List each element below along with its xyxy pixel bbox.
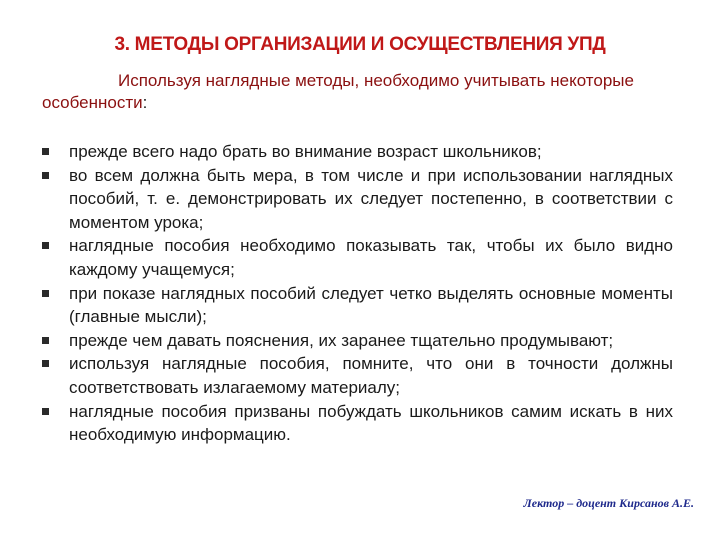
square-bullet-icon [42, 242, 49, 249]
square-bullet-icon [42, 290, 49, 297]
intro-colon: : [142, 93, 148, 112]
list-item-text: наглядные пособия необходимо показывать так, чтобы их было видно каждому учащемуся; [69, 236, 673, 279]
list-item [42, 234, 673, 281]
list-item [42, 352, 673, 399]
list-item-text: прежде всего надо брать во внимание возраст школьников; [69, 142, 542, 161]
lecturer-signature: Лектор – доцент Кирсанов А.Е. [523, 496, 694, 510]
list-item-text: при показе наглядных пособий следует четко выделять основные моменты (главные мысли); [69, 283, 673, 327]
list-item-text: во всем должна быть мера, в том числе и при использовании наглядных пособий, т. е. демонстрировать их следует постепенно, в соответствии с моментом урока; [69, 165, 673, 232]
square-bullet-icon [42, 148, 49, 155]
bullet-list [42, 140, 673, 447]
square-bullet-icon [42, 408, 49, 415]
slide-title: 3. МЕТОДЫ ОРГАНИЗАЦИИ И ОСУЩЕСТВЛЕНИЯ УПД [114, 34, 606, 55]
intro-paragraph [42, 70, 682, 114]
square-bullet-icon [42, 360, 49, 367]
list-item-text: наглядные пособия призваны побуждать школьников самим искать в них необходимую информацию. [69, 401, 673, 445]
list-item [42, 164, 673, 235]
square-bullet-icon [42, 337, 49, 344]
list-item-text: используя наглядные пособия, помните, что они в точности должны соответствовать излагаемому материалу; [69, 354, 673, 397]
list-item [42, 329, 673, 353]
square-bullet-icon [42, 172, 49, 179]
list-item [42, 282, 673, 329]
list-item [42, 400, 673, 447]
list-item [42, 140, 673, 164]
list-item-text: прежде чем давать пояснения, их заранее тщательно продумывают; [69, 330, 614, 350]
intro-text: Используя наглядные методы, необходимо учитывать некоторые особенности [42, 71, 634, 112]
